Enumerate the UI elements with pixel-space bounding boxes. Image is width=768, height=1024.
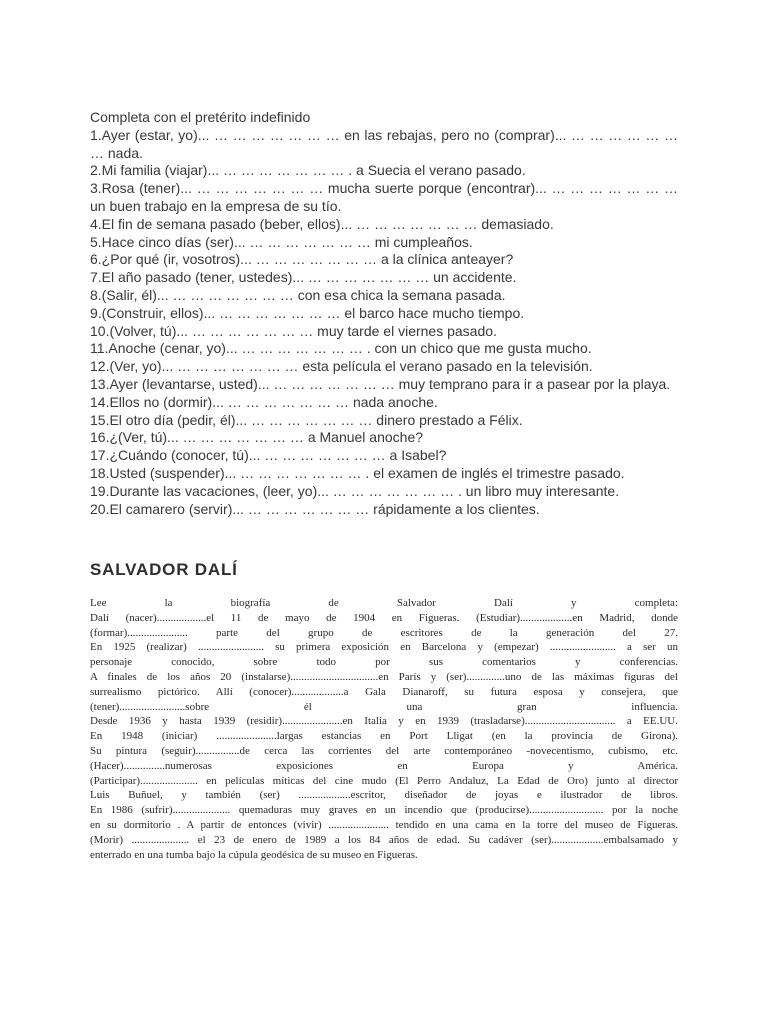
exercise-item: 9.(Construir, ellos)... … … … … … … … el barco hace mucho tiempo. [90, 304, 525, 321]
exercise-item: 11.Anoche (cenar, yo)... … … … … … … … . con un chico que me gusta mucho. [90, 340, 592, 357]
exercise-item: 4.El fin de semana pasado (beber, ellos)... … … … … … … … demasiado. [90, 215, 554, 232]
exercise-item: 2.Mi familia (viajar)... … … … … … … … . a Suecia el verano pasado. [90, 162, 526, 179]
passage-line: En 1925 (realizar) ........................ su primera exposición en Barcelona y (empezar) ........................ a ser un [90, 641, 678, 654]
exercise-item: 15.El otro día (pedir, él)... … … … … … … … dinero prestado a Félix. [90, 411, 523, 428]
passage-line: En 1948 (iniciar) ......................largas estancias en Port Lligat (en la provincia de Girona). [90, 730, 678, 743]
exercise-item: 5.Hace cinco días (ser)... … … … … … … … mi cumpleaños. [90, 233, 473, 250]
passage-line: personaje conocido, sobre todo por sus comentarios y conferencias. [90, 656, 678, 669]
exercise-item: 1.Ayer (estar, yo)... … … … … … … … en las rebajas, pero no (comprar)... … … … … … … … nada. [90, 126, 678, 161]
exercise-item: 17.¿Cuándo (conocer, tú)... … … … … … … … a Isabel? [90, 447, 447, 464]
exercise-item: 19.Durante las vacaciones, (leer, yo)... … … … … … … … . un libro muy interesante. [90, 482, 620, 499]
passage-line: (Participar)..................... en películas míticas del cine mudo (El Perro Andaluz, La Edad de Oro) junto al director [90, 774, 678, 787]
exercise-item: 8.(Salir, él)... … … … … … … … con esa chica la semana pasada. [90, 286, 506, 303]
passage-line: A finales de los años 20 (instalarse)................................en París y (ser)..............uno de las máximas figuras del [90, 670, 678, 683]
passage-line: (tener)........................sobre él una gran influencia. [90, 700, 678, 713]
passage-line: en su dormitorio . A partir de entonces (vivir) ...................... tendido en una cama en la torre del museo de Figueras. [90, 818, 678, 831]
passage-line: (formar)...................... parte del grupo de escritores de la generación del 27. [90, 626, 678, 639]
exercise-item: 14.Ellos no (dormir)... … … … … … … … nada anoche. [90, 393, 438, 410]
exercise-item: 6.¿Por qué (ir, vosotros)... … … … … … … … a la clínica anteayer? [90, 251, 514, 268]
exercise-item: 10.(Volver, tú)... … … … … … … … muy tarde el viernes pasado. [90, 322, 497, 339]
passage-line: (Hacer)...............numerosas exposiciones en Europa y América. [90, 759, 678, 772]
exercise-item: 12.(Ver, yo)... … … … … … … … esta película el verano pasado en la televisión. [90, 358, 593, 375]
exercise-item: 20.El camarero (servir)... … … … … … … … rápidamente a los clientes. [90, 500, 540, 517]
passage-line: Luis Buñuel, y también (ser) ...................escritor, diseñador de joyas e ilustrador de libros. [90, 789, 678, 802]
exercise-list [90, 127, 678, 519]
passage-line: surrealismo pictórico. Allí (conocer)...................a Gala Dianaroff, su futura esposa y consejera, que [90, 685, 678, 698]
exercise-block [90, 109, 678, 518]
passage-line: enterrado en una tumba bajo la cúpula geodésica de su museo en Figueras. [90, 848, 418, 861]
exercise-instructions: Completa con el pretérito indefinido [90, 109, 311, 125]
passage-line: Dalí (nacer)..................el 11 de mayo de 1904 en Figueras. (Estudiar)...................en Madrid, donde [90, 611, 678, 624]
exercise-item: 7.El año pasado (tener, ustedes)... … … … … … … … un accidente. [90, 269, 517, 286]
passage-line: (Morir) ..................... el 23 de enero de 1989 a los 84 años de edad. Su cadáver (ser)...................embalsamado y [90, 833, 678, 846]
passage-line: Lee la biografía de Salvador Dalí y completa: [90, 597, 678, 609]
exercise-item: 18.Usted (suspender)... … … … … … … … . el examen de inglés el trimestre pasado. [90, 464, 625, 481]
biography-passage [90, 596, 678, 862]
passage-line: Desde 1936 y hasta 1939 (residir)......................en Italia y en 1939 (trasladarse)................................. a EE.UU. [90, 715, 678, 728]
passage-line: En 1986 (sufrir)..................... quemaduras muy graves en un incendio que (producirse)........................... por la noche [90, 804, 678, 817]
exercise-item: 3.Rosa (tener)... … … … … … … … mucha suerte porque (encontrar)... … … … … … … … un buen trabajo en la empresa de su tío. [90, 180, 678, 214]
section-title: SALVADOR DALÍ [90, 560, 238, 579]
passage-line: Su pintura (seguir)................de cerca las corrientes del arte contemporáneo -novecentismo, cubismo, etc. [90, 744, 678, 757]
exercise-item: 13.Ayer (levantarse, usted)... … … … … … … … muy temprano para ir a pasear por la playa. [90, 375, 671, 392]
exercise-item: 16.¿(Ver, tú)... … … … … … … … a Manuel anoche? [90, 429, 424, 446]
